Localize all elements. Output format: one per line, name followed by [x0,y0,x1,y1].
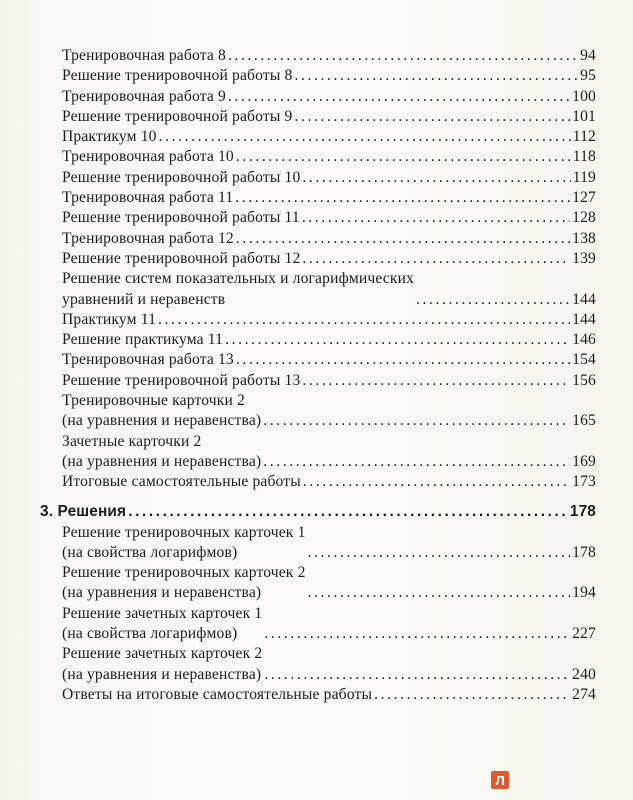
toc-page-number: 178 [572,543,596,561]
toc-page-number: 128 [572,209,596,227]
toc-page-number: 127 [572,189,596,207]
toc-entry [40,432,596,473]
toc-entry-line: (на уравнения и неравенства) [62,452,262,470]
dot-leader [158,310,570,330]
toc-entry-title [62,66,292,86]
toc-entry-line: (на уравнения и неравенства) [62,584,262,602]
toc-page-number: 94 [580,47,596,64]
dot-leader [308,583,571,603]
toc-entry-line: (на уравнения и неравенства) [62,412,262,430]
toc-entry [40,644,596,685]
toc-entry-title [62,330,223,350]
toc-entry [40,87,596,107]
toc-entry-line: Решение систем показательных и логарифмических [62,270,415,288]
toc-entry-title [62,563,306,604]
toc-entry [40,391,596,432]
toc-entry [40,269,596,310]
toc-entry-line: Решение тренировочной работы 10 [62,168,301,186]
toc-entry [40,107,596,127]
toc-entry-title [62,107,292,127]
toc-entry-line: Решение практикума 11 [62,331,224,349]
toc-entry-line: Решение тренировочной работы 13 [62,371,301,389]
toc-entry-line: Решение тренировочной работы 9 [62,107,293,125]
dot-leader [302,208,570,228]
toc-entry-line: Тренировочная работа 11 [62,189,234,207]
toc-entry-title [62,127,157,147]
toc-entry-title [62,249,300,269]
toc-page-number: 274 [572,685,596,703]
toc-entry-title [62,523,306,564]
toc-entry-title [62,188,233,208]
toc-entry-title [62,644,262,685]
toc-entry-title [62,208,300,228]
toc-entry [40,168,596,188]
dot-leader [228,87,570,107]
dot-leader [303,472,570,492]
dot-leader [416,290,570,310]
toc-entry-title [62,685,372,705]
toc-page-number: 173 [572,473,596,491]
table-of-contents [40,46,596,705]
toc-entry-title [62,87,226,107]
toc-entry-line: Решение тренировочной работы 12 [62,249,301,267]
toc-entry [40,330,596,350]
toc-entry-title [62,269,414,310]
dot-leader [294,107,570,127]
dot-leader [308,543,571,563]
toc-page-number: 139 [572,249,596,267]
toc-entry-line: Тренировочные карточки 2 [62,392,245,410]
toc-page-number: 240 [572,665,596,683]
dot-leader [294,66,578,86]
toc-entry-line: Решение тренировочных карточек 1 [62,523,306,541]
dot-leader [236,147,571,167]
toc-entry [40,208,596,228]
toc-entry [40,523,596,564]
toc-entry-line: Практикум 11 [62,310,157,328]
toc-entry-line: Решение тренировочных карточек 2 [62,564,306,582]
toc-entry-title [62,229,234,249]
dot-leader [159,127,571,147]
toc-entry [40,350,596,370]
dot-leader [128,502,568,522]
dot-leader [236,229,570,249]
toc-entry [40,371,596,391]
toc-entry-title [62,604,262,645]
toc-entry [40,127,596,147]
toc-entry-line: (на свойства логарифмов) [62,543,238,561]
toc-entry-line: Итоговые самостоятельные работы [62,473,301,491]
toc-page-number: 138 [572,229,596,247]
dot-leader [302,249,570,269]
toc-entry-title [62,310,156,330]
dot-leader [264,624,570,644]
toc-page-number: 144 [572,290,596,308]
toc-entry-line: Практикум 10 [62,128,157,146]
toc-page-number: 146 [572,331,596,349]
dot-leader [374,685,570,705]
toc-entry [40,147,596,167]
toc-entry-title [62,472,301,492]
toc-page-number: 194 [572,584,596,602]
toc-entry [40,472,596,492]
toc-page-number: 154 [572,351,596,369]
toc-entry-line: Тренировочная работа 13 [62,351,234,369]
toc-entry [40,188,596,208]
toc-entry-line: Решение зачетных карточек 2 [62,645,263,663]
toc-entry-line: Тренировочная работа 9 [62,87,226,105]
dot-leader [264,665,570,685]
toc-entry-title [62,350,234,370]
dot-leader [302,168,570,188]
dot-leader [235,188,570,208]
dot-leader [263,452,570,472]
toc-entry [40,604,596,645]
toc-page-number: 156 [572,371,596,389]
logo-letter: Л [495,772,505,788]
dot-leader [236,350,570,370]
toc-page-number: 227 [572,625,596,643]
toc-entry-line: (на уравнения и неравенства) [62,665,262,683]
toc-entry-line: уравнений и неравенств [62,290,226,308]
dot-leader [228,46,578,66]
toc-page-number: 165 [572,412,596,430]
toc-entry [40,563,596,604]
dot-leader [225,330,570,350]
toc-entry-line: Тренировочная работа 12 [62,229,234,247]
toc-page-number: 95 [580,67,596,85]
toc-page-number: 101 [572,107,596,125]
toc-entry-title [62,391,261,432]
toc-entry [40,66,596,86]
toc-entry [40,46,596,66]
section-heading [40,501,596,523]
toc-entry-title [62,147,234,167]
toc-entry [40,229,596,249]
toc-entry-title [62,46,226,66]
toc-entry-line: (на свойства логарифмов) [62,625,238,643]
toc-page-number: 119 [572,168,596,186]
toc-page-number: 112 [572,128,596,146]
dot-leader [263,411,570,431]
toc-entry-line: Зачетные карточки 2 [62,432,202,450]
toc-entry [40,310,596,330]
toc-page-number: 169 [572,452,596,470]
toc-page-number: 100 [572,87,596,105]
toc-entry-line: Решение тренировочной работы 8 [62,67,293,85]
publisher-logo-icon [491,771,509,789]
toc-entry-line: Тренировочная работа 8 [62,47,226,64]
toc-entry [40,685,596,705]
section-title: 3. Решения [40,503,127,521]
toc-entry-line: Решение зачетных карточек 1 [62,604,263,622]
toc-entry-title [62,371,300,391]
toc-entry-title [62,168,300,188]
toc-entry [40,249,596,269]
toc-entry-title [62,432,261,473]
toc-entry-line: Тренировочная работа 10 [62,148,234,166]
toc-page-number: 118 [572,148,596,166]
toc-page-number: 144 [572,310,596,328]
dot-leader [302,371,570,391]
toc-entry-line: Решение тренировочной работы 11 [62,209,300,227]
section-page-number: 178 [569,503,596,521]
toc-entry-line: Ответы на итоговые самостоятельные работы [62,685,373,703]
